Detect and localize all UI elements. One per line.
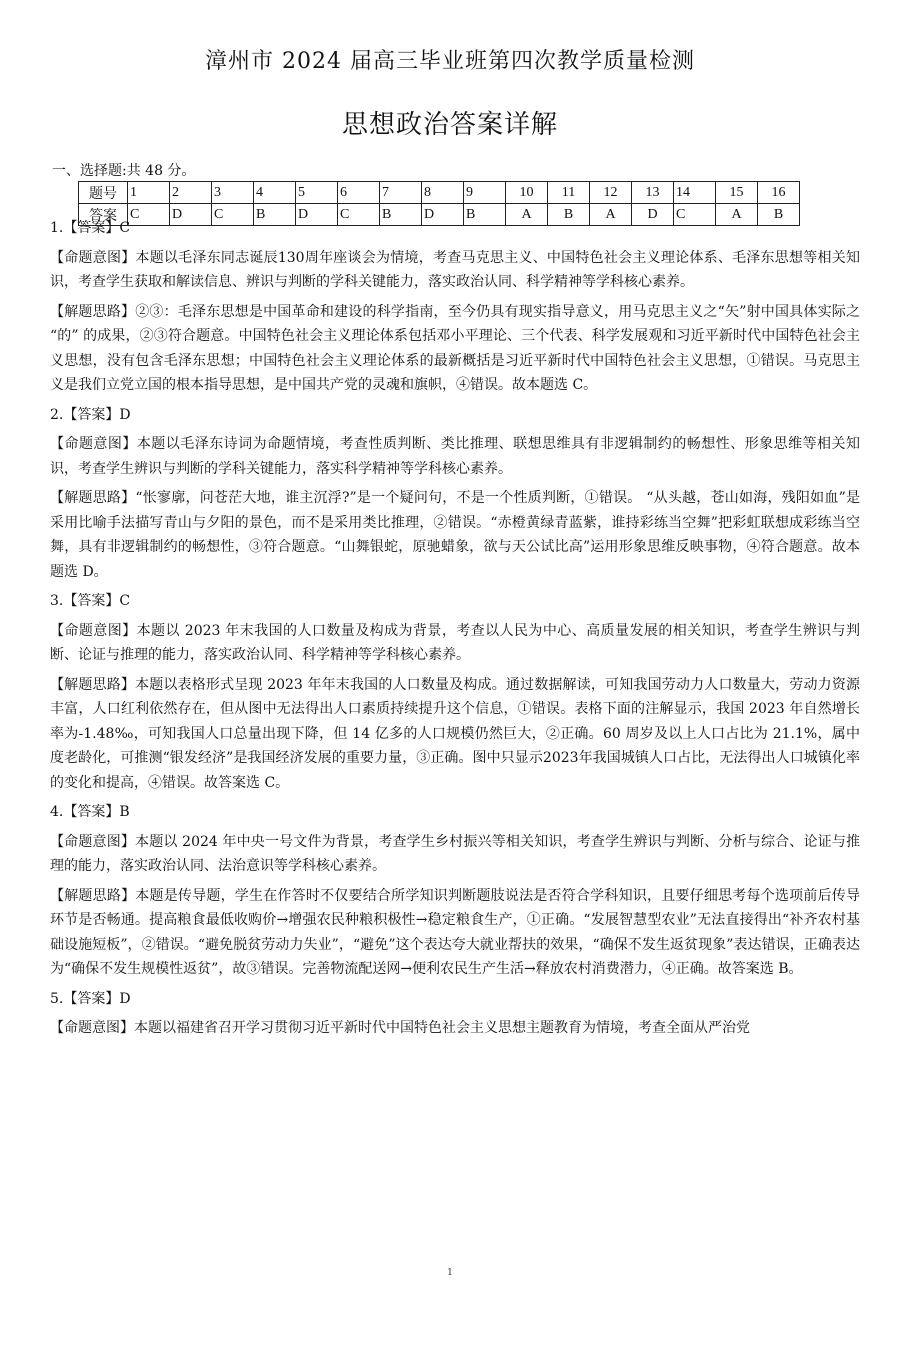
answer-cell: A (506, 204, 548, 226)
analysis-paragraph: 【解题思路】“怅寥廓，问苍茫大地，谁主沉浮?”是一个疑问句，不是一个性质判断，①错误。 “从头越，苍山如海，残阳如血”是采用比喻手法描写青山与夕阳的景色，而不是采用类比推理，②错误。“赤橙黄绿青蓝紫，谁持彩练当空舞”把彩虹联想成彩练当空舞，具有非逻辑制约的畅想性，③符合题意。“山舞银蛇，原驰蜡象，欲与天公试比高”运用形象思维反映事物，④符合题意。故本题选 D。 (50, 490, 860, 580)
answer-line: 3.【答案】C (50, 593, 131, 609)
document-subtitle: 思想政治答案详解 (341, 110, 558, 140)
document-title: 漳州市 2024 届高三毕业班第四次教学质量检测 (205, 49, 695, 74)
intent-paragraph: 【命题意图】本题以 2023 年末我国的人口数量及构成为背景，考查以人民为中心、高质量发展的相关知识，考查学生辨识与判断、论证与推理的能力，落实政治认同、科学精神等学科核心素养。 (50, 622, 860, 663)
answer-line: 1.【答案】C (50, 220, 131, 236)
intent-paragraph: 【命题意图】本题以福建省召开学习贯彻习近平新时代中国特色社会主义思想主题教育为情境，考查全面从严治党 (50, 1020, 750, 1036)
intent-paragraph: 【命题意图】本题以 2024 年中央一号文件为背景，考查学生乡村振兴等相关知识，考查学生辨识与判断、分析与综合、论证与推理的能力，落实政治认同、法治意识等学科核心素养。 (50, 833, 860, 874)
page-number: 1 (447, 1268, 453, 1278)
intent-paragraph: 【命题意图】本题以毛泽东同志诞辰130周年座谈会为情境，考查马克思主义、中国特色社会主义理论体系、毛泽东思想等相关知识，考查学生获取和解读信息、辨识与判断的学科关键能力，落实政治认同、科学精神等学科核心素养。 (50, 249, 860, 290)
answer-cell: C (674, 204, 716, 226)
answer-cell: B (464, 204, 506, 226)
question-number-cell: 7 (380, 182, 422, 204)
explanation-item-2 (50, 403, 860, 585)
question-number-cell: 14 (674, 182, 716, 204)
answer-line: 2.【答案】D (50, 406, 131, 423)
answer-cell: B (758, 204, 800, 226)
explanations (50, 216, 860, 1046)
question-number-cell: 2 (170, 182, 212, 204)
answer-cell: D (296, 204, 338, 226)
answer-cell: C (128, 204, 170, 226)
answer-cell: A (590, 204, 632, 226)
question-number-cell: 4 (254, 182, 296, 204)
intent-paragraph: 【命题意图】本题以毛泽东诗词为命题情境，考查性质判断、类比推理、联想思维具有非逻辑制约的畅想性、形象思维等相关知识，考查学生辨识与判断的学科关键能力，落实科学精神等学科核心素养。 (50, 436, 860, 477)
question-number-cell: 3 (212, 182, 254, 204)
question-number-cell: 15 (716, 182, 758, 204)
section-heading: 一、选择题:共 48 分。 (52, 163, 196, 179)
analysis-paragraph: 【解题思路】本题是传导题，学生在作答时不仅要结合所学知识判断题肢说法是否符合学科知识，且要仔细思考每个选项前后传导环节是否畅通。提高粮食最低收购价→增强农民种粮积极性→稳定粮食生产，①正确。“发展智慧型农业”无法直接得出“补齐农村基础设施短板”，②错误。“避免脱贫劳动力失业”，“避免”这个表达夸大就业帮扶的效果，“确保不发生返贫现象”表达错误，正确表达为“确保不发生规模性返贫”，故③错误。完善物流配送网→便利农民生产生活→释放农村消费潜力，④正确。故答案选 B。 (50, 887, 860, 977)
question-number-cell: 13 (632, 182, 674, 204)
question-number-cell: 8 (422, 182, 464, 204)
question-number-cell: 1 (128, 182, 170, 204)
answer-cell: B (380, 204, 422, 226)
question-number-cell: 6 (338, 182, 380, 204)
analysis-paragraph: 【解题思路】②③：毛泽东思想是中国革命和建设的科学指南，至今仍具有现实指导意义，用马克思主义之“矢”射中国具体实际之 “的” 的成果，②③符合题意。中国特色社会主义理论体系包括邓小平理论、三个代表、科学发展观和习近平新时代中国特色社会主义思想，没有包含毛泽东思想；中国特色社会主义理论体系的最新概括是习近平新时代中国特色社会主义思想，①错误。马克思主义是我们立党立国的根本指导思想，是中国共产党的灵魂和旗帜，④错误。故本题选 C。 (50, 303, 860, 393)
answer-cell: C (212, 204, 254, 226)
answer-cell: B (254, 204, 296, 226)
question-number-cell: 10 (506, 182, 548, 204)
question-number-cell: 11 (548, 182, 590, 204)
answer-cell: D (632, 204, 674, 226)
explanation-item-1 (50, 216, 860, 398)
answer-cell: C (338, 204, 380, 226)
table-header-cell: 题号 (79, 182, 128, 204)
answer-line: 5.【答案】D (50, 990, 131, 1007)
explanation-item-5 (50, 987, 860, 1041)
question-number-cell: 5 (296, 182, 338, 204)
answer-cell: D (170, 204, 212, 226)
answer-cell: D (422, 204, 464, 226)
table-header-cell: 答案 (79, 204, 128, 226)
answer-cell: A (716, 204, 758, 226)
answer-line: 4.【答案】B (50, 804, 130, 820)
explanation-item-3 (50, 589, 860, 795)
answer-cell: B (548, 204, 590, 226)
analysis-paragraph: 【解题思路】本题以表格形式呈现 2023 年年末我国的人口数量及构成。通过数据解读，可知我国劳动力人口数量大，劳动力资源丰富，人口红利依然存在，但从图中无法得出人口素质持续提升这个信息，①错误。表格下面的注解显示，我国 2023 年自然增长率为-1.48‰，可知我国人口总量出现下降，但 14 亿多的人口规模仍然巨大，②正确。60 周岁及以上人口占比为 21.1%，属中度老龄化，可推测“银发经济”是我国经济发展的重要力量，③正确。图中只显示2023年我国城镇人口占比，无法得出人口城镇化率的变化和提高，④错误。故答案选 C。 (50, 676, 860, 791)
question-number-cell: 16 (758, 182, 800, 204)
question-number-cell: 9 (464, 182, 506, 204)
explanation-item-4 (50, 800, 860, 982)
question-number-cell: 12 (590, 182, 632, 204)
answer-table-number-row (79, 182, 800, 204)
